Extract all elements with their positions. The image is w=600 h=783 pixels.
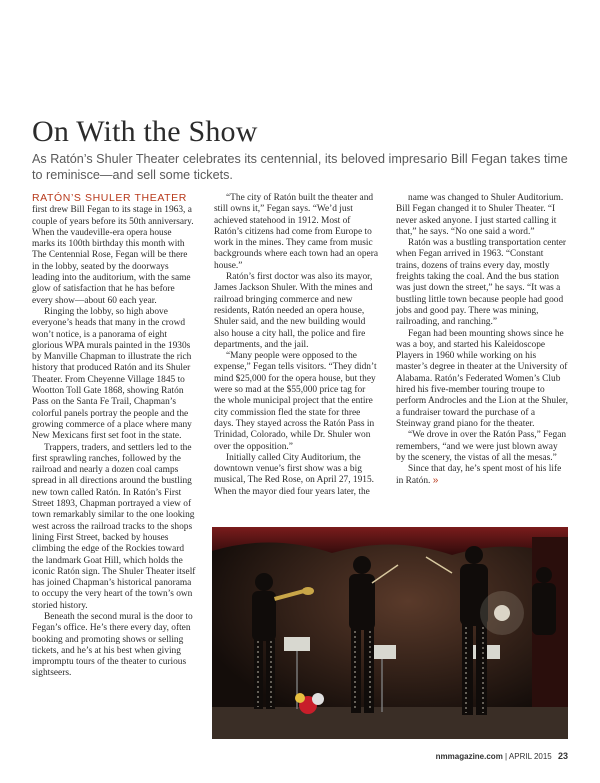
- closing-paragraph: Since that day, he’s spent most of his life in Ratón.: [396, 464, 562, 487]
- paragraph: Ringing the lobby, so high above everyone’s heads that many in the crowd won’t notice, is a panorama of eight glorious WPA murals painted in the 1930s by Manville Chapman to illustrate the rich history that produced Ratón and its Shuler Theater. From Cheyenne Village 1845 to Wootton Toll Gate 1868, showing Ratón Pass on the Santa Fe Trail, Chapman’s colorful panels portray the people and the growing commerce of a place where many New Mexicans first set foot in the state.: [32, 306, 192, 442]
- section-kicker: RATÓN’S SHULER THEATER: [32, 192, 187, 204]
- paragraph: “We drove in over the Ratón Pass,” Fegan remembers, “and we were just blown away by the scenery, the vistas of all the mesas.”: [396, 430, 567, 463]
- paragraph: [396, 464, 568, 488]
- footer-issue: APRIL 2015: [508, 752, 552, 761]
- paragraph: name was changed to Shuler Auditorium. Bill Fegan changed it to Shuler Theater. “I never asked anyone. I just started calling it that,” he says. “No one said a word.”: [396, 193, 564, 237]
- footer-separator: |: [505, 752, 508, 761]
- paragraph: Trappers, traders, and settlers led to the first sprawling ranches, followed by the railroad and nearly a dozen coal camps spread in all directions around the bustling new town called Ratón. In Ratón’s First Street 1893, Chapman portrayed a view of town remarkably similar to the one looking west across the railroad tracks to the shops lining First Street, backed by houses climbing the edge of the Rockies toward the landmark Goat Hill, which holds the iconic Ratón sign. The Shuler Theater itself has joined Chapman’s historical panorama to occupy the very heart of the town’s own storied history.: [32, 442, 196, 611]
- paragraph: Ratón was a bustling transportation center when Fegan arrived in 1963. “Constant trains, dozens of trains every day, mostly freights taking the coal. And the bus station was just down the street,” he says. “It was a bustling little town because people had good jobs and good pay. There was mining, railroading, and ranching.”: [396, 238, 567, 328]
- column-1: [32, 193, 196, 680]
- column-2: [214, 193, 378, 498]
- page-footer: [436, 751, 568, 761]
- paragraph: “Many people were opposed to the expense,” Fegan tells visitors. “They didn’t mind $25,000 for the opera house, but they were so mad at the $55,000 price tag for the whole municipal project that the entire city commission fled the state for three days. They stayed across the Ratón Pass in Trinidad, Colorado, while Dr. Shuler won over the opposition.”: [214, 351, 377, 452]
- paragraph: Beneath the second mural is the door to Fegan’s office. He’s there every day, often booking and promoting shows or selling tickets, and he’s at his best when giving impromptu tours of the theater to curious sightseers.: [32, 611, 193, 679]
- paragraph: Ratón’s first doctor was also its mayor, James Jackson Shuler. With the mines and railroad bringing commerce and new residents, Ratón needed an opera house, Shuler said, and the new building would also house a city hall, the police and fire departments, and the jail.: [214, 272, 373, 350]
- article-deck: As Ratón’s Shuler Theater celebrates its centennial, its beloved impresario Bill Fegan takes time to reminisce—and sell some tickets.: [32, 152, 568, 182]
- column-3: [396, 193, 568, 488]
- article-title: On With the Show: [32, 115, 258, 148]
- page-number: 23: [557, 751, 568, 761]
- footer-site: nmmagazine.com: [435, 752, 503, 761]
- stage-photo: [212, 527, 568, 739]
- paragraph: Fegan had been mounting shows since he was a boy, and started his Kaleidoscope Players in 1960 while working on his master’s degree in theater at the University of Alabama. Ratón’s Federated Women’s Club hired his five-member touring troupe to perform Androcles and the Lion at the Shuler, a fundraiser toward the purchase of a Steinway grand piano for the theater.: [396, 328, 568, 429]
- paragraph: “The city of Ratón built the theater and still owns it,” Fegan says. “We’d just achieved statehood in 1912. Most of Ratón’s citizens had come from Europe to work in the mines. They came from music backgrounds where each town had an opera house.”: [214, 193, 378, 271]
- paragraph: first drew Bill Fegan to its stage in 1963, a couple of years before its 50th anniversary. When the vaudeville-era opera house marks its 100th birthday this month with The Centennial Rose, Fegan will be there in the lobby, seated by the doorways leading into the auditorium, with the same glow of satisfaction that he has before every show—about 60 each year.: [32, 205, 194, 306]
- mariachi-performance-illustration: [212, 527, 568, 739]
- paragraph: Initially called City Auditorium, the downtown venue’s first show was a big musical, The Red Rose, on April 27, 1915. When the mayor died four years later, the: [214, 452, 374, 497]
- end-mark-icon: »: [432, 475, 439, 487]
